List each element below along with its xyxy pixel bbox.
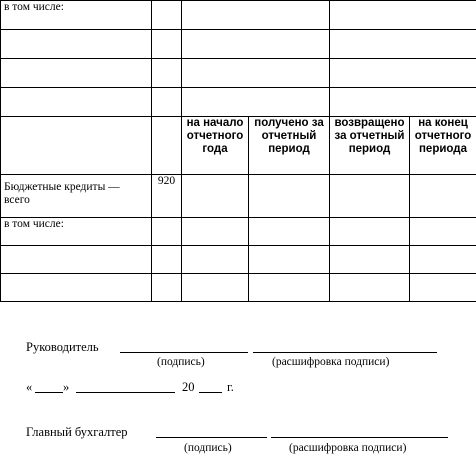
head-signature-line[interactable] <box>120 352 248 353</box>
value-cell <box>410 246 476 274</box>
date-open-quote: « <box>26 380 33 394</box>
head-name-line[interactable] <box>253 352 437 353</box>
date-year-line[interactable] <box>199 392 222 393</box>
value-cell <box>330 246 410 274</box>
header-received: получено за отчетный период <box>249 117 330 175</box>
row-code <box>152 30 182 59</box>
value-cell <box>330 218 410 246</box>
date-close-quote: » <box>63 380 70 394</box>
row-code <box>152 246 182 274</box>
value-cell <box>182 1 330 30</box>
value-cell <box>330 175 410 218</box>
row-code <box>152 274 182 302</box>
value-cell <box>182 246 249 274</box>
row-code <box>152 88 182 117</box>
head-name-caption: (расшифровка подписи) <box>272 356 390 368</box>
accountant-name-line[interactable] <box>271 437 448 438</box>
value-cell <box>182 30 330 59</box>
value-cell <box>410 218 476 246</box>
value-cell <box>182 59 330 88</box>
table-row <box>1 1 476 30</box>
value-cell <box>182 218 249 246</box>
accountant-signature-line[interactable] <box>156 437 267 438</box>
header-returned: возвращено за отчетный период <box>330 117 410 175</box>
row-label <box>1 88 152 117</box>
table-row <box>1 59 476 88</box>
row-code <box>152 1 182 30</box>
head-label: Руководитель <box>26 340 99 354</box>
head-signature-caption: (подпись) <box>157 356 205 368</box>
value-cell <box>330 1 476 30</box>
header-blank <box>152 117 182 175</box>
header-end-of-period: на конец отчетного периода <box>410 117 476 175</box>
value-cell <box>182 88 330 117</box>
row-label: Бюджетные кредиты — всего <box>1 175 152 218</box>
value-cell <box>410 274 476 302</box>
table-row <box>1 30 476 59</box>
table-row <box>1 88 476 117</box>
value-cell <box>249 246 330 274</box>
accountant-label: Главный бухгалтер <box>26 425 128 439</box>
header-row <box>1 117 476 175</box>
date-year-suffix: г. <box>227 380 234 394</box>
value-cell <box>330 59 476 88</box>
table-row <box>1 274 476 302</box>
value-cell <box>249 218 330 246</box>
header-blank <box>1 117 152 175</box>
accountant-signature-caption: (подпись) <box>184 442 232 454</box>
date-day-line[interactable] <box>35 392 63 393</box>
value-cell <box>330 30 476 59</box>
value-cell <box>249 175 330 218</box>
value-cell <box>330 88 476 117</box>
date-year-prefix: 20 <box>182 380 195 394</box>
row-label <box>1 274 152 302</box>
date-month-line[interactable] <box>76 392 175 393</box>
row-label: в том числе: <box>1 218 152 246</box>
value-cell <box>182 274 249 302</box>
value-cell <box>249 274 330 302</box>
row-code <box>152 218 182 246</box>
row-label <box>1 59 152 88</box>
row-label <box>1 246 152 274</box>
row-code: 920 <box>152 175 182 218</box>
header-start-of-year: на начало отчетного года <box>182 117 249 175</box>
table-row <box>1 175 476 218</box>
row-code <box>152 59 182 88</box>
value-cell <box>410 175 476 218</box>
row-label: в том числе: <box>1 1 152 30</box>
row-label <box>1 30 152 59</box>
accountant-name-caption: (расшифровка подписи) <box>289 442 407 454</box>
table-row <box>1 218 476 246</box>
value-cell <box>330 274 410 302</box>
table-row <box>1 246 476 274</box>
value-cell <box>182 175 249 218</box>
